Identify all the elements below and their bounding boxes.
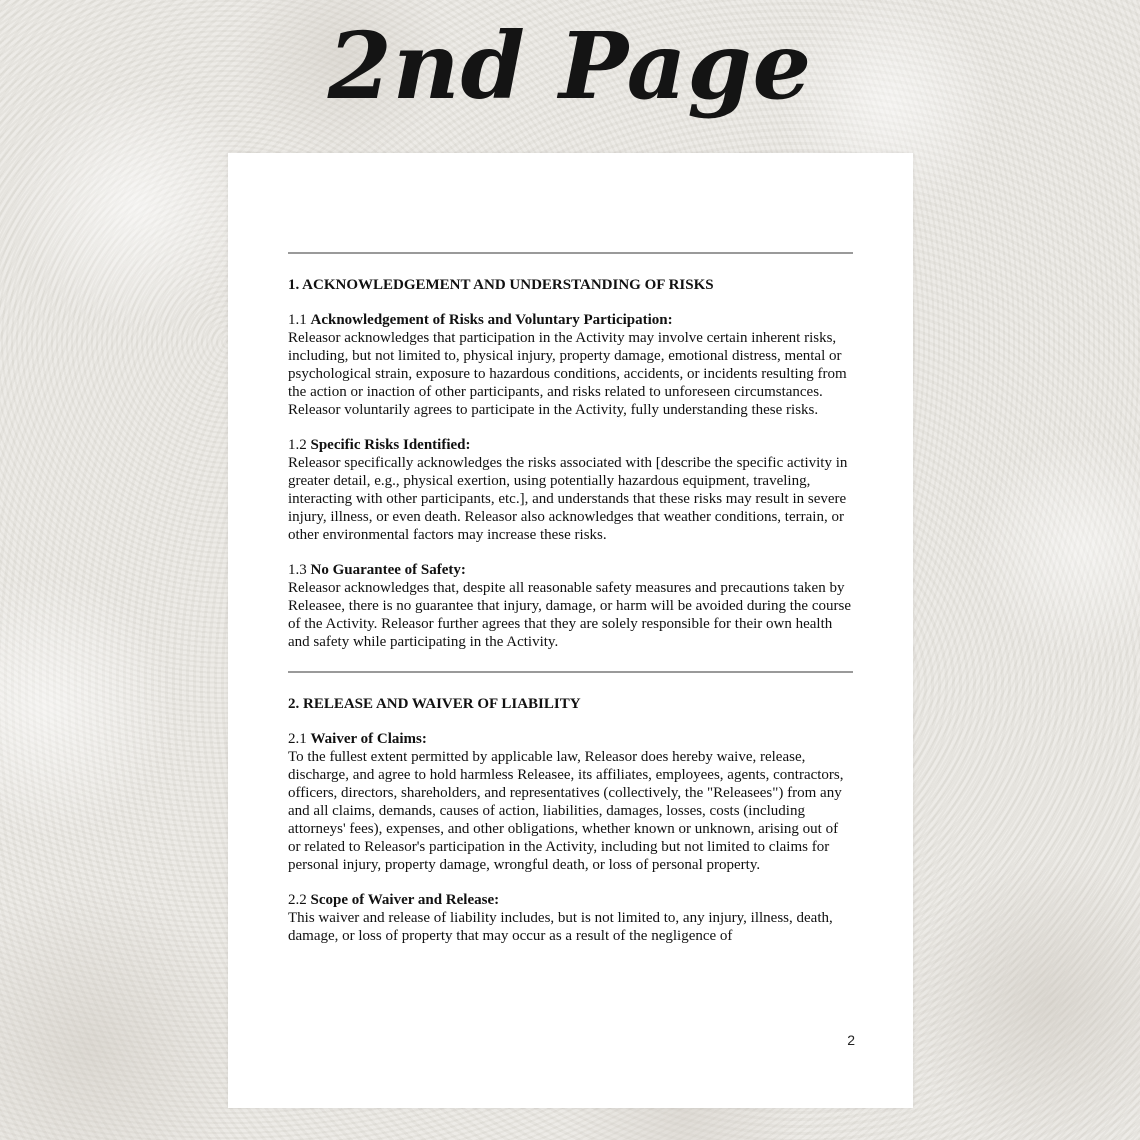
clause-1-3 [288,561,853,651]
clause-heading: No Guarantee of Safety: [310,562,466,578]
page-title: 2nd Page [327,12,813,120]
clause-heading: Acknowledgement of Risks and Voluntary Participation: [310,312,673,328]
clause-number: 2.2 [288,892,307,908]
clause-heading: Specific Risks Identified: [310,437,471,453]
clause-2-1 [288,730,853,874]
clause-title [288,311,853,329]
clause-body: This waiver and release of liability includes, but is not limited to, any injury, illness, death, damage, or loss of property that may occur as a result of the negligence of [288,910,833,944]
spacer [288,651,853,671]
clause-number: 1.1 [288,312,307,328]
clause-body: Releasor acknowledges that, despite all reasonable safety measures and precautions taken by Releasee, there is no guarantee that injury, damage, or harm will be avoided during the course of the Activity. Releasor further agrees that they are solely responsible for their own health and safety while participating in the Activity. [288,580,851,650]
section-heading: 2. RELEASE AND WAIVER OF LIABILITY [288,696,581,712]
page-number: 2 [847,1032,855,1048]
clause-heading: Scope of Waiver and Release: [310,892,500,908]
clause-heading: Waiver of Claims: [310,731,427,747]
clause-body: Releasor specifically acknowledges the risks associated with [describe the specific activity in greater detail, e.g., physical exertion, using potentially hazardous equipment, traveling, interacting with other participants, etc.], and understands that these risks may result in severe injury, illness, or even death. Releasor also acknowledges that weather conditions, terrain, or other environmental factors may increase these risks. [288,455,848,543]
clause-body: Releasor acknowledges that participation in the Activity may involve certain inherent risks, including, but not limited to, physical injury, property damage, emotional distress, mental or psychological strain, exposure to hazardous conditions, accidents, or incidents resulting from the action or inaction of other participants, and risks related to unforeseen circumstances. Releasor voluntarily agrees to participate in the Activity, fully understanding these risks. [288,330,847,418]
document-page [228,153,913,1108]
clause-body: To the fullest extent permitted by applicable law, Releasor does hereby waive, release, discharge, and agree to hold harmless Releasee, its affiliates, employees, agents, contractors, officers, directors, shareholders, and representatives (collectively, the "Releasees") from any and all claims, demands, causes of action, liabilities, damages, losses, costs (including attorneys' fees), expenses, and other obligations, whether known or unknown, arising out of or related to Releasor's participation in the Activity, including but not limited to claims for personal injury, property damage, wrongful death, or loss of personal property. [288,749,844,873]
clause-title [288,730,853,748]
clause-title [288,436,853,454]
clause-title [288,891,853,909]
section-divider [288,252,853,254]
clause-1-1 [288,311,853,419]
clause-number: 2.1 [288,731,307,747]
section-heading: 1. ACKNOWLEDGEMENT AND UNDERSTANDING OF RISKS [288,277,714,293]
section-divider [288,671,853,673]
clause-title [288,561,853,579]
clause-1-2 [288,436,853,544]
clause-number: 1.2 [288,437,307,453]
clause-number: 1.3 [288,562,307,578]
clause-2-2 [288,891,853,945]
document-content [288,252,853,945]
